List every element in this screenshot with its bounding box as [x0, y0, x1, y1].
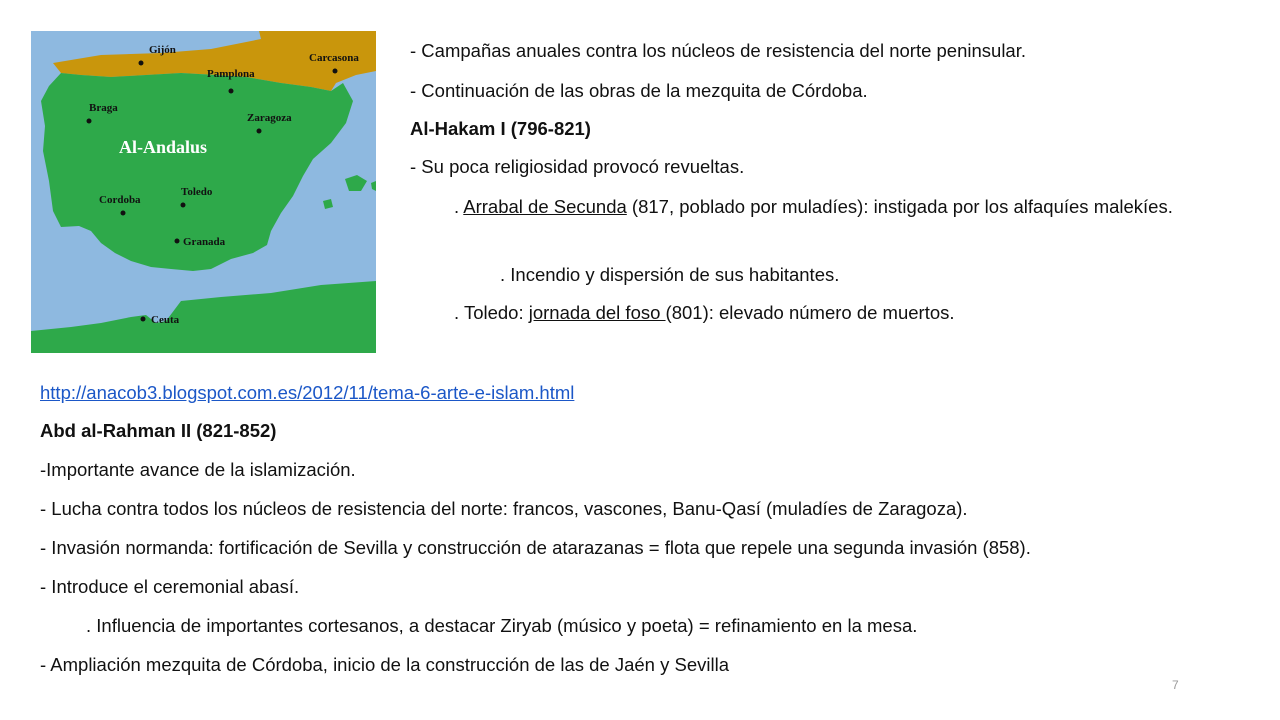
carcasona-label: Carcasona: [309, 52, 359, 64]
islamization-bullet: -Importante avance de la islamización.: [40, 459, 356, 480]
zaragoza-label: Zaragoza: [247, 112, 292, 124]
braga-label: Braga: [89, 102, 118, 114]
toledo-item: [454, 302, 955, 324]
zaragoza-dot: [257, 129, 262, 134]
religiosity-bullet: - Su poca religiosidad provocó revueltas.: [410, 156, 745, 177]
ziryab-subitem: . Influencia de importantes cortesanos, a destacar Ziryab (músico y poeta) = refinamiento en la mesa.: [86, 615, 918, 636]
balearic-island-small: [323, 199, 333, 209]
arrabal-item: [454, 196, 1244, 218]
mosque-expansion-bullet: - Ampliación mezquita de Córdoba, inicio de la construcción de las de Jaén y Sevilla: [40, 654, 729, 675]
pamplona-dot: [229, 89, 234, 94]
north-africa-region: [31, 281, 376, 353]
granada-dot: [175, 239, 180, 244]
gijon-dot: [139, 61, 144, 66]
page-number: 7: [1172, 678, 1179, 692]
abd-al-rahman-heading: Abd al-Rahman II (821-852): [40, 420, 277, 441]
toledo-prefix: . Toledo:: [454, 302, 529, 323]
campaigns-bullet: - Campañas anuales contra los núcleos de resistencia del norte peninsular.: [410, 40, 1027, 61]
balearic-island-minor: [371, 181, 376, 191]
arrabal-de-secunda-text: Arrabal de Secunda: [463, 196, 627, 217]
iberia-map: [31, 31, 376, 353]
toledo-dot: [181, 203, 186, 208]
carcasona-dot: [333, 69, 338, 74]
al-hakam-heading: Al-Hakam I (796-821): [410, 118, 591, 139]
arrabal-rest: (817, poblado por muladíes): instigada por los alfaquíes malekíes.: [626, 196, 1173, 217]
al-andalus-label: Al-Andalus: [119, 137, 208, 157]
source-link[interactable]: http://anacob3.blogspot.com.es/2012/11/tema-6-arte-e-islam.html: [40, 382, 575, 403]
ceuta-dot: [141, 317, 146, 322]
ceuta-label: Ceuta: [151, 314, 180, 326]
toledo-rest: (801): elevado número de muertos.: [665, 302, 955, 323]
braga-dot: [87, 119, 92, 124]
ceremonial-bullet: - Introduce el ceremonial abasí.: [40, 576, 300, 597]
map-image: [31, 31, 376, 353]
cordoba-label: Cordoba: [99, 194, 141, 206]
resistance-bullet: - Lucha contra todos los núcleos de resistencia del norte: francos, vascones, Banu-Qasí (muladíes de Zaragoza).: [40, 498, 968, 519]
arrabal-prefix: .: [454, 196, 464, 217]
gijon-label: Gijón: [149, 44, 176, 56]
norman-invasion-bullet: - Invasión normanda: fortificación de Sevilla y construcción de atarazanas = flota que repele una segunda invasión (858).: [40, 537, 1031, 558]
jornada-del-foso-text: jornada del foso: [528, 302, 666, 323]
granada-label: Granada: [183, 236, 226, 248]
toledo-label: Toledo: [181, 186, 213, 198]
incendio-subitem: . Incendio y dispersión de sus habitantes.: [500, 264, 840, 285]
mosque-works-bullet: - Continuación de las obras de la mezquita de Córdoba.: [410, 80, 868, 101]
balearic-island-major: [345, 175, 367, 191]
cordoba-dot: [121, 211, 126, 216]
pamplona-label: Pamplona: [207, 68, 255, 80]
